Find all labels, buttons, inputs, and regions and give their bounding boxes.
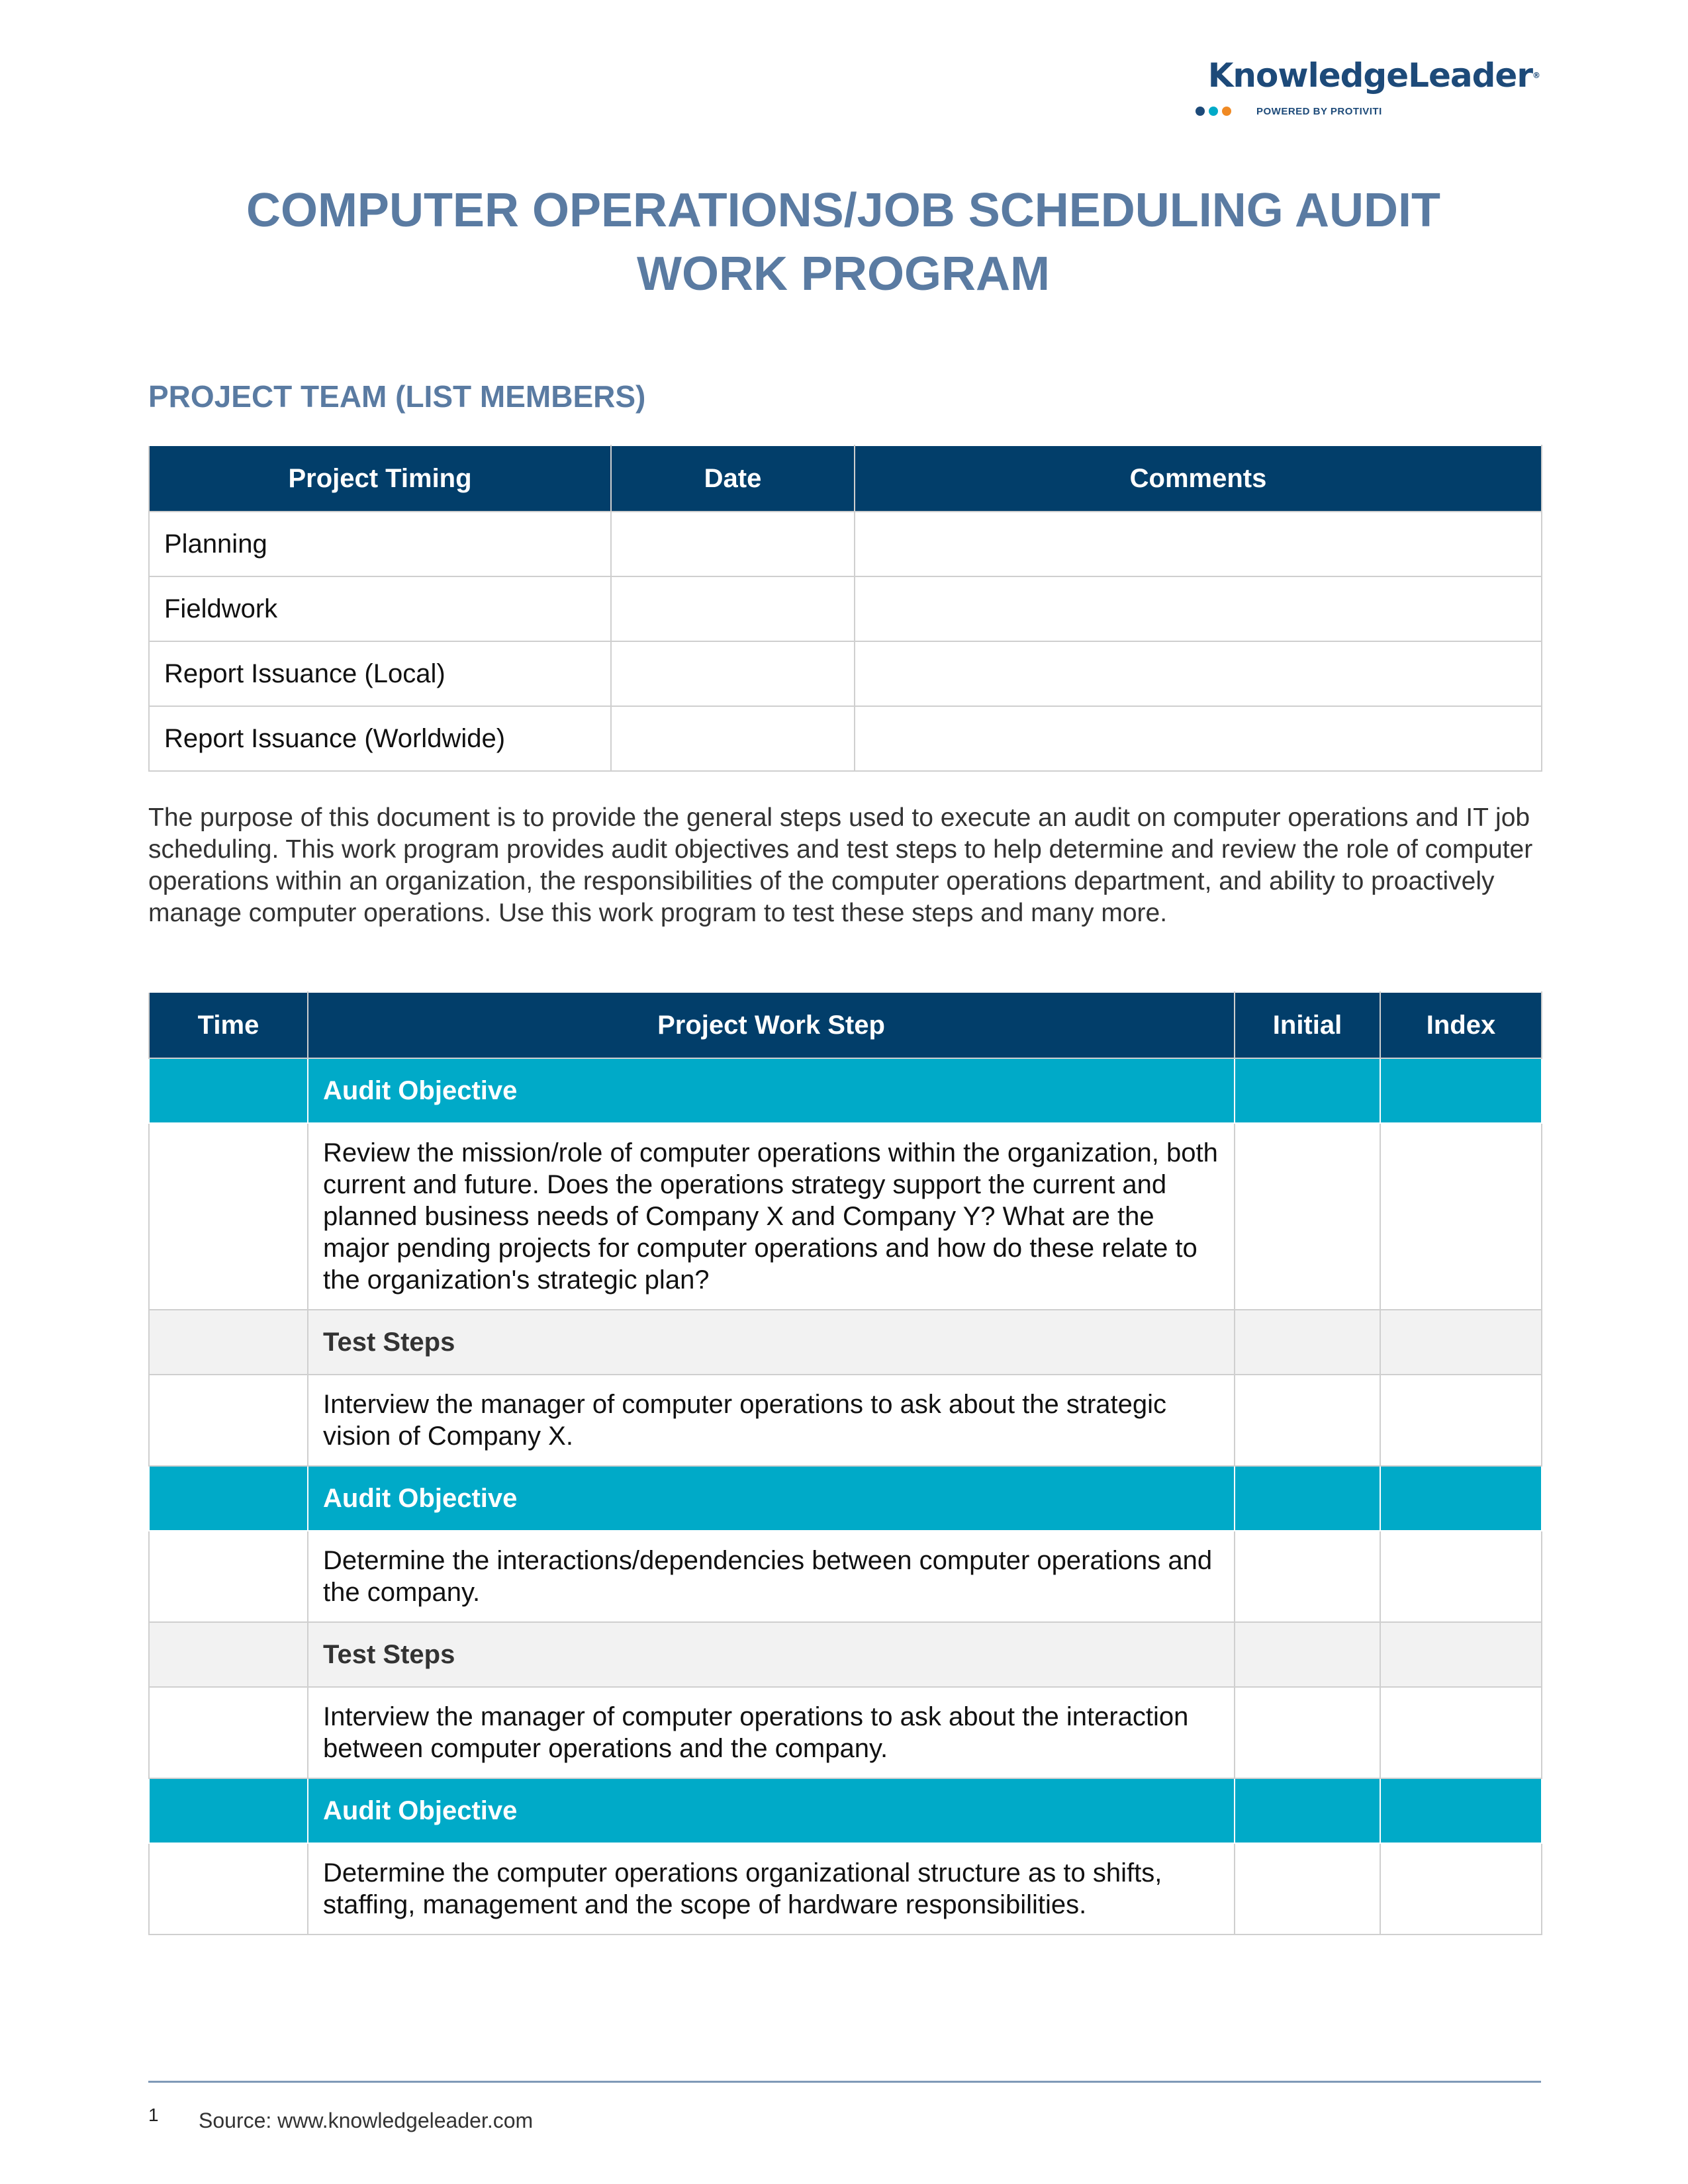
comments-cell[interactable]	[855, 576, 1542, 641]
column-header: Date	[611, 445, 855, 512]
initial-cell	[1235, 1466, 1380, 1531]
audit-objective-row	[149, 1058, 1542, 1123]
date-cell[interactable]	[611, 512, 855, 576]
logo-dot-icon	[1196, 107, 1205, 116]
index-cell	[1380, 1310, 1542, 1375]
table-row	[149, 1375, 1542, 1466]
column-header: Index	[1380, 992, 1542, 1058]
work-program-table	[148, 991, 1542, 1935]
comments-cell[interactable]	[855, 641, 1542, 706]
intro-paragraph: The purpose of this document is to provide the general steps used to execute an audit on computer operations and IT job scheduling. This work program provides audit objectives and test steps to help determine and review the role of computer operations within an organization, the responsibilities of the computer operations department, and ability to proactively manage computer operations. Use this work program to test these steps and many more.	[148, 803, 1533, 927]
test-steps-row	[149, 1310, 1542, 1375]
section-heading: PROJECT TEAM (LIST MEMBERS)	[148, 379, 646, 414]
table-row	[149, 706, 1542, 771]
index-cell[interactable]	[1380, 1843, 1542, 1934]
timing-label: Planning	[149, 512, 611, 576]
footer-divider	[148, 2081, 1541, 2083]
project-timing-table	[148, 445, 1542, 772]
table-row	[149, 641, 1542, 706]
column-header: Initial	[1235, 992, 1380, 1058]
test-steps-row	[149, 1622, 1542, 1687]
work-step-text: Determine the interactions/dependencies between computer operations and the company.	[308, 1531, 1235, 1622]
table-row	[149, 1123, 1542, 1310]
index-cell	[1380, 1466, 1542, 1531]
table-header-row	[149, 992, 1542, 1058]
index-cell	[1380, 1058, 1542, 1123]
time-cell[interactable]	[149, 1843, 308, 1934]
index-cell[interactable]	[1380, 1123, 1542, 1310]
column-header: Comments	[855, 445, 1542, 512]
date-cell[interactable]	[611, 706, 855, 771]
initial-cell	[1235, 1058, 1380, 1123]
objective-label: Audit Objective	[308, 1466, 1235, 1531]
table-row	[149, 1843, 1542, 1934]
initial-cell	[1235, 1310, 1380, 1375]
initial-cell[interactable]	[1235, 1375, 1380, 1466]
index-cell	[1380, 1778, 1542, 1843]
title-line-1: COMPUTER OPERATIONS/JOB SCHEDULING AUDIT	[246, 184, 1441, 237]
column-header: Project Timing	[149, 445, 611, 512]
column-header: Project Work Step	[308, 992, 1235, 1058]
initial-cell[interactable]	[1235, 1531, 1380, 1622]
timing-label: Report Issuance (Local)	[149, 641, 611, 706]
time-cell[interactable]	[149, 1531, 308, 1622]
time-cell	[149, 1310, 308, 1375]
time-cell[interactable]	[149, 1123, 308, 1310]
timing-label: Report Issuance (Worldwide)	[149, 706, 611, 771]
objective-label: Audit Objective	[308, 1778, 1235, 1843]
audit-objective-row	[149, 1466, 1542, 1531]
comments-cell[interactable]	[855, 512, 1542, 576]
comments-cell[interactable]	[855, 706, 1542, 771]
time-cell	[149, 1778, 308, 1843]
document-title	[148, 179, 1538, 306]
initial-cell[interactable]	[1235, 1843, 1380, 1934]
table-header-row	[149, 445, 1542, 512]
test-steps-label: Test Steps	[308, 1310, 1235, 1375]
work-step-text: Determine the computer operations organizational structure as to shifts, staffing, management and the scope of hardware responsibilities.	[308, 1843, 1235, 1934]
time-cell	[149, 1622, 308, 1687]
footnote-source: Source: www.knowledgeleader.com	[199, 2109, 534, 2132]
footnote-number: 1	[148, 2105, 159, 2125]
title-line-2: WORK PROGRAM	[637, 248, 1050, 300]
initial-cell[interactable]	[1235, 1123, 1380, 1310]
table-row	[149, 1687, 1542, 1778]
timing-label: Fieldwork	[149, 576, 611, 641]
index-cell	[1380, 1622, 1542, 1687]
table-row	[149, 1531, 1542, 1622]
date-cell[interactable]	[611, 641, 855, 706]
initial-cell	[1235, 1778, 1380, 1843]
logo-tagline-row	[1196, 103, 1394, 120]
logo-tagline: POWERED BY PROTIVITI	[1256, 106, 1382, 117]
index-cell[interactable]	[1380, 1531, 1542, 1622]
time-cell	[149, 1058, 308, 1123]
work-step-text: Review the mission/role of computer operations within the organization, both current and future. Does the operations strategy support the current and planned business needs of Company X and Company Y? What are the major pending projects for computer operations and how do these relate to the organization's strategic plan?	[308, 1123, 1235, 1310]
logo-dot-icon	[1222, 107, 1231, 116]
initial-cell[interactable]	[1235, 1687, 1380, 1778]
date-cell[interactable]	[611, 576, 855, 641]
knowledgeleader-logo	[1196, 56, 1540, 117]
time-cell[interactable]	[149, 1375, 308, 1466]
time-cell	[149, 1466, 308, 1531]
time-cell[interactable]	[149, 1687, 308, 1778]
index-cell[interactable]	[1380, 1375, 1542, 1466]
audit-objective-row	[149, 1778, 1542, 1843]
work-step-text: Interview the manager of computer operations to ask about the strategic vision of Company X.	[308, 1375, 1235, 1466]
column-header: Time	[149, 992, 308, 1058]
initial-cell	[1235, 1622, 1380, 1687]
test-steps-label: Test Steps	[308, 1622, 1235, 1687]
work-step-text: Interview the manager of computer operations to ask about the interaction between computer operations and the company.	[308, 1687, 1235, 1778]
objective-label: Audit Objective	[308, 1058, 1235, 1123]
logo-wordmark: KnowledgeLeader®	[1207, 56, 1540, 95]
table-row	[149, 576, 1542, 641]
logo-dot-icon	[1209, 107, 1218, 116]
table-row	[149, 512, 1542, 576]
index-cell[interactable]	[1380, 1687, 1542, 1778]
